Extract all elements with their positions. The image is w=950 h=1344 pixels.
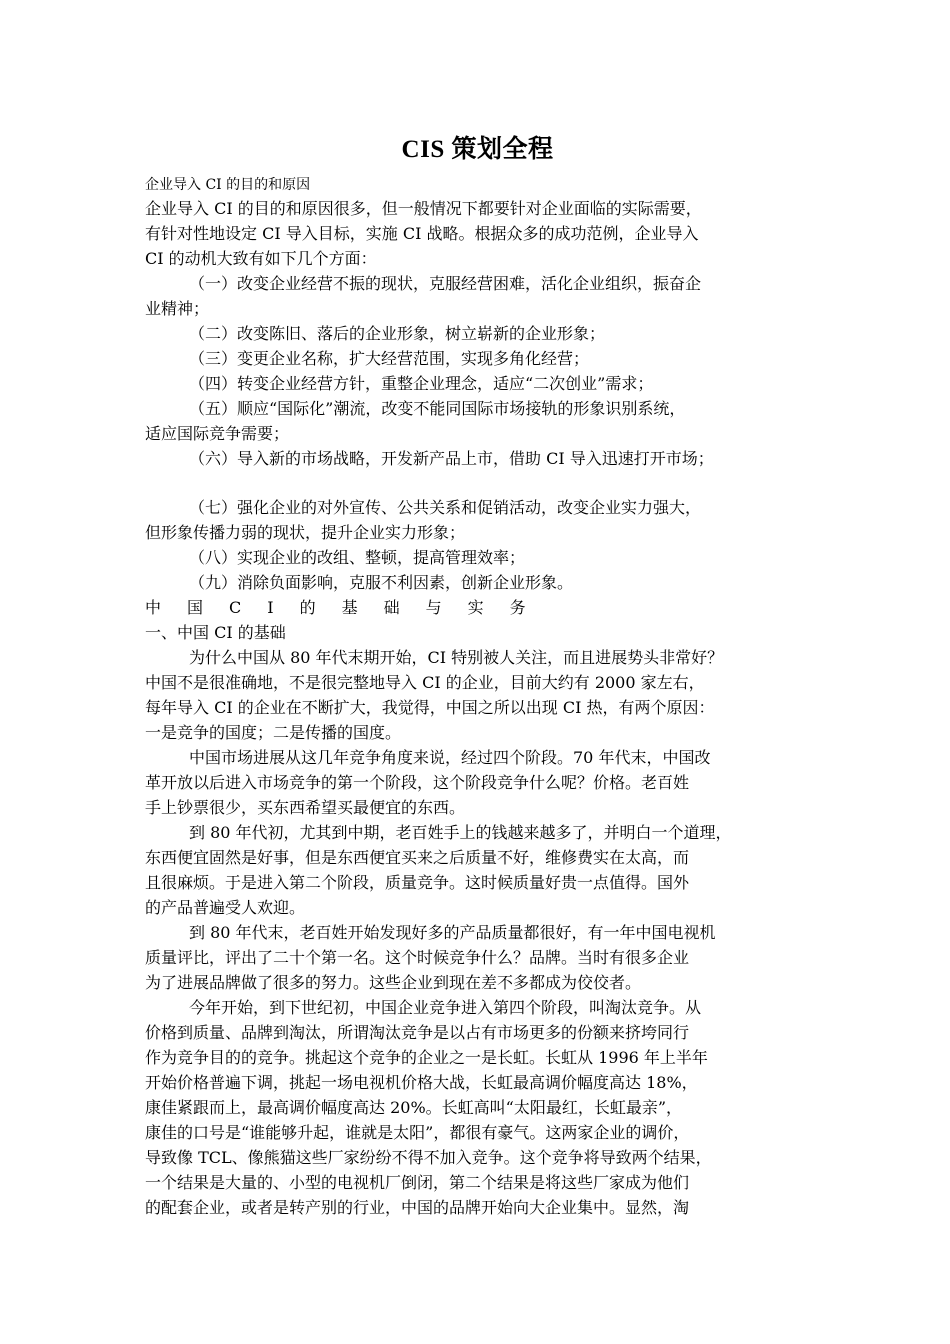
text-line: （二）改变陈旧、落后的企业形象，树立崭新的企业形象； <box>189 324 606 343</box>
text-line: 业精神； <box>145 299 210 318</box>
text-line: 企业导入 CI 的目的和原因很多，但一般情况下都要针对企业面临的实际需要， <box>145 199 702 218</box>
text-line: 一个结果是大量的、小型的电视机厂倒闭，第二个结果是将这些厂家成为他们 <box>145 1173 690 1192</box>
text-line: 康佳紧跟而上，最高调价幅度高达 20%。长虹高叫“太阳最红，长虹最亲”， <box>145 1098 683 1117</box>
text-line: 价格到质量、品牌到淘汰，所谓淘汰竞争是以占有市场更多的份额来挤垮同行 <box>145 1023 690 1042</box>
text-line: 东西便宜固然是好事，但是东西便宜买来之后质量不好，维修费实在太高，而 <box>145 848 690 867</box>
text-line: 每年导入 CI 的企业在不断扩大，我觉得，中国之所以出现 CI 热，有两个原因： <box>145 698 715 717</box>
document-page <box>145 132 810 1220</box>
text-line: （九）消除负面影响，克服不利因素，创新企业形象。 <box>189 573 574 592</box>
text-line: （七）强化企业的对外宣传、公共关系和促销活动，改变企业实力强大， <box>189 498 702 517</box>
text-line: 革开放以后进入市场竞争的第一个阶段，这个阶段竞争什么呢？价格。老百姓 <box>145 773 690 792</box>
text-line: 康佳的口号是“谁能够升起，谁就是太阳”，都很有豪气。这两家企业的调价， <box>145 1123 690 1142</box>
text-line: 且很麻烦。于是进入第二个阶段，质量竞争。这时候质量好贵一点值得。国外 <box>145 873 690 892</box>
text-line: 导致像 TCL、像熊猫这些厂家纷纷不得不加入竞争。这个竞争将导致两个结果， <box>145 1148 712 1167</box>
text-line: 但形象传播力弱的现状，提升企业实力形象； <box>145 523 466 542</box>
text-line: 一是竞争的国度；二是传播的国度。 <box>145 723 402 742</box>
text-line: （六）导入新的市场战略，开发新产品上市，借助 CI 导入迅速打开市场； <box>189 449 714 468</box>
text-line: 一、中国 CI 的基础 <box>145 623 286 642</box>
text-line: （五）顺应“国际化”潮流，改变不能同国际市场接轨的形象识别系统， <box>189 399 686 418</box>
text-line: 为了进展品牌做了很多的努力。这些企业到现在差不多都成为佼佼者。 <box>145 973 642 992</box>
text-line: 为什么中国从 80 年代末期开始，CI 特别被人关注，而且进展势头非常好？ <box>189 648 724 667</box>
document-title: CIS 策划全程 <box>401 136 554 163</box>
text-line: （一）改变企业经营不振的现状，克服经营困难，活化企业组织，振奋企 <box>189 274 702 293</box>
section-subheading: 企业导入 CI 的目的和原因 <box>145 177 311 193</box>
text-line: 到 80 年代末，老百姓开始发现好多的产品质量都很好，有一年中国电视机 <box>189 923 716 942</box>
text-line: 适应国际竞争需要； <box>145 424 290 443</box>
section-heading: 中国CI的基础与实务 <box>145 598 552 617</box>
text-line: 作为竞争目的的竞争。挑起这个竞争的企业之一是长虹。长虹从 1996 年上半年 <box>145 1048 708 1067</box>
text-line: 中国市场进展从这几年竞争角度来说，经过四个阶段。70 年代末，中国改 <box>189 748 711 767</box>
text-line: 到 80 年代初，尤其到中期，老百姓手上的钱越来越多了，并明白一个道理， <box>189 823 732 842</box>
text-line: 的产品普遍受人欢迎。 <box>145 898 306 917</box>
text-line: 开始价格普遍下调，挑起一场电视机价格大战，长虹最高调价幅度高达 18%， <box>145 1073 698 1092</box>
document-body <box>145 196 810 1220</box>
text-line: CI 的动机大致有如下几个方面： <box>145 249 377 268</box>
text-line: 手上钞票很少，买东西希望买最便宜的东西。 <box>145 798 466 817</box>
text-line: （八）实现企业的改组、整顿，提高管理效率； <box>189 548 526 567</box>
text-line: （三）变更企业名称，扩大经营范围，实现多角化经营； <box>189 349 590 368</box>
text-line: 质量评比，评出了二十个第一名。这个时候竞争什么？品牌。当时有很多企业 <box>145 948 690 967</box>
text-line: 今年开始，到下世纪初，中国企业竞争进入第四个阶段，叫淘汰竞争。从 <box>189 998 702 1017</box>
blank-line <box>145 471 810 495</box>
text-line: （四）转变企业经营方针，重整企业理念，适应“二次创业”需求； <box>189 374 654 393</box>
text-line: 中国不是很准确地，不是很完整地导入 CI 的企业，目前大约有 2000 家左右， <box>145 673 705 692</box>
text-line: 有针对性地设定 CI 导入目标，实施 CI 战略。根据众多的成功范例，企业导入 <box>145 224 699 243</box>
text-line: 的配套企业，或者是转产别的行业，中国的品牌开始向大企业集中。显然，淘 <box>145 1198 690 1217</box>
